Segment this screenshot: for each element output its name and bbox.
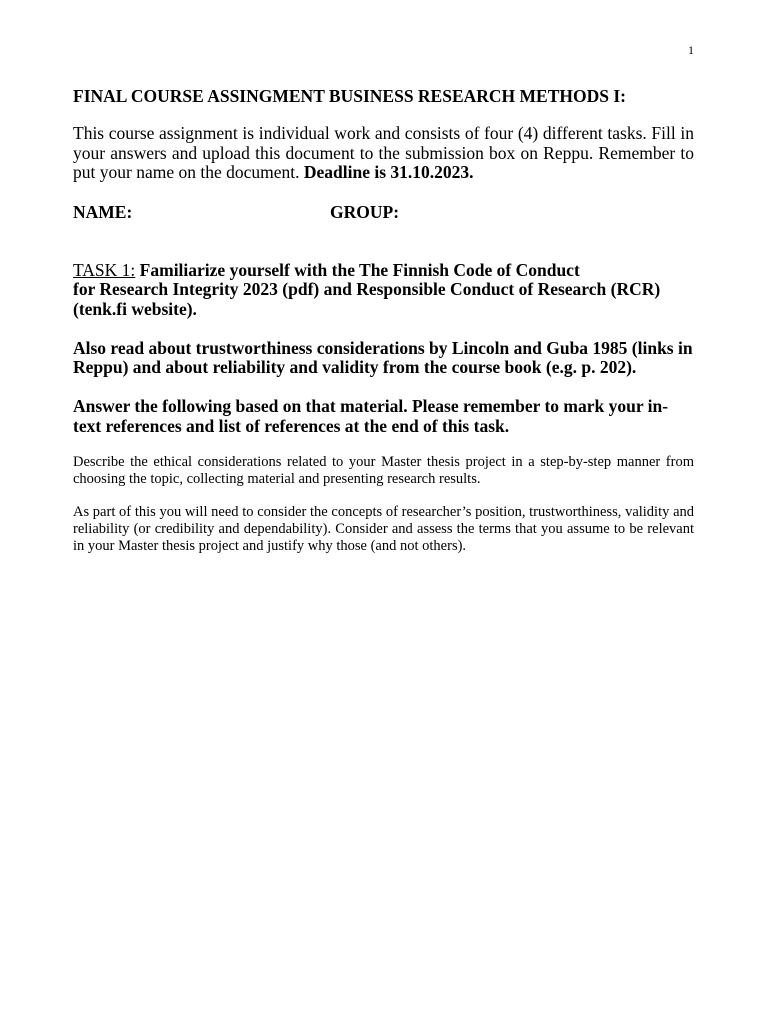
answer-instruction-paragraph: Answer the following based on that material. Please remember to mark your in-text references and list of references at the end of this task.	[73, 396, 669, 436]
document-body	[73, 86, 694, 555]
assignment-title: FINAL COURSE ASSINGMENT BUSINESS RESEARCH METHODS I:	[73, 86, 627, 106]
name-label: NAME:	[73, 201, 133, 222]
intro-text: This course assignment is individual work and consists of four (4) different tasks. Fill in your answers and upload this document to the submission box on Reppu. Remember to put your name on the document.	[73, 123, 694, 182]
group-label: GROUP:	[330, 201, 400, 222]
intro-paragraph	[73, 124, 694, 183]
task1-heading	[73, 261, 694, 320]
task1-tag: TASK 1:	[73, 259, 136, 280]
name-group-row	[73, 202, 694, 222]
also-read-paragraph: Also read about trustworthiness considerations by Lincoln and Guba 1985 (links in Reppu) and about reliability and validity from the course book (e.g. p. 202).	[73, 337, 693, 377]
task1-heading-line1: Familiarize yourself with the The Finnish Code of Conduct	[139, 259, 580, 280]
task1-heading-line2: for Research Integrity 2023 (pdf) and Responsible Conduct of Research (RCR) (tenk.fi website).	[73, 279, 661, 319]
page-number: 1	[688, 43, 694, 57]
consider-paragraph: As part of this you will need to consider the concepts of researcher’s position, trustworthiness, validity and reliability (or credibility and dependability). Consider and assess the terms that you assume to be relevant in your Master thesis project and justify why those (and not others).	[73, 504, 694, 554]
describe-paragraph: Describe the ethical considerations related to your Master thesis project in a step-by-step manner from choosing the topic, collecting material and presenting research results.	[73, 454, 694, 487]
deadline-text: Deadline is 31.10.2023.	[303, 162, 474, 182]
